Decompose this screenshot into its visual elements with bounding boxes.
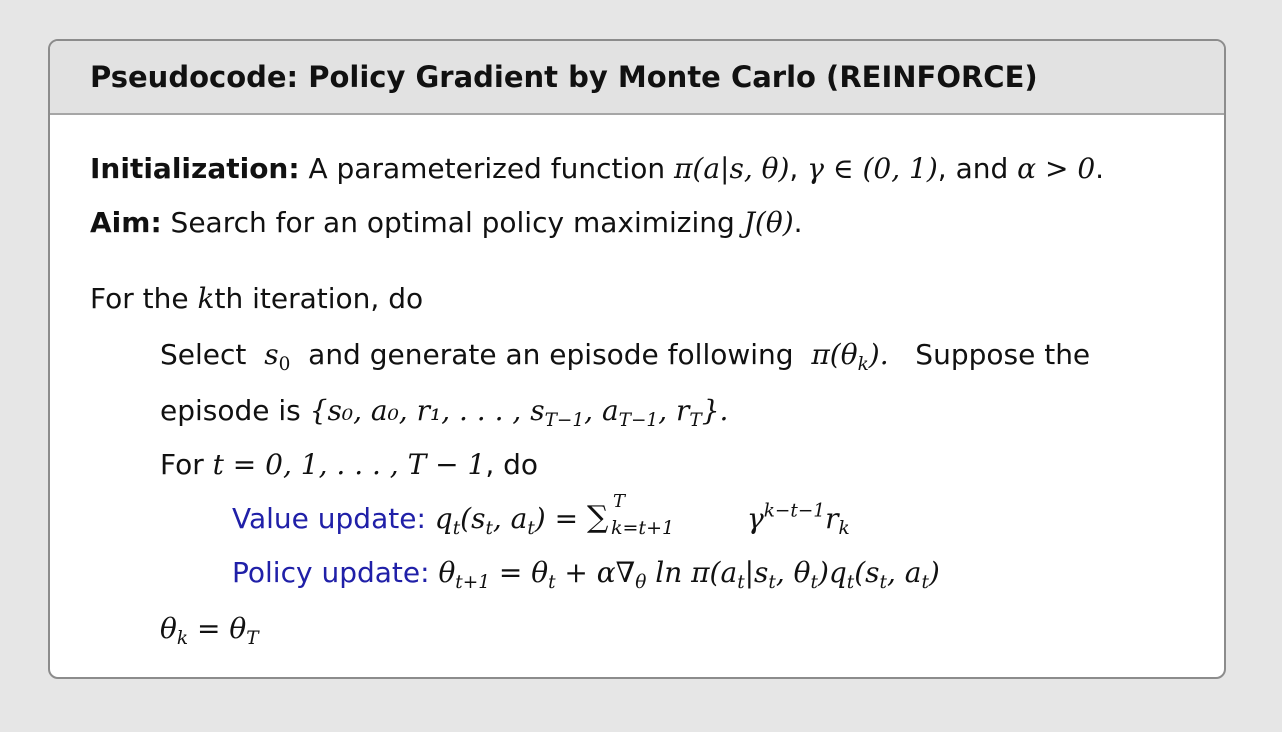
value-update-q: q <box>434 502 453 535</box>
policy-update-q-s: (s <box>854 556 880 589</box>
initialization-alpha: α > 0 <box>1017 152 1096 185</box>
initialization-end: . <box>1095 152 1105 185</box>
value-update-s-sub: t <box>485 517 493 539</box>
aim-end: . <box>793 206 803 239</box>
select-line <box>160 335 1190 375</box>
outer-loop-text: For the <box>90 282 189 315</box>
inner-loop-for: For <box>160 448 204 481</box>
policy-update-q-s-sub: t <box>879 571 887 593</box>
value-update-a: , a <box>492 502 528 535</box>
initialization-label: Initialization: <box>90 152 300 185</box>
value-update-q-sub: t <box>452 517 461 539</box>
value-update-a-sub: t <box>527 517 535 539</box>
final-theta2-sub: T <box>246 627 259 649</box>
value-update-gamma: γ <box>747 502 764 535</box>
policy-update-q-end: ) <box>928 556 940 589</box>
final-theta: θ <box>160 612 177 645</box>
policy-update-q-sub: t <box>846 571 855 593</box>
policy-update-q: )q <box>817 556 847 589</box>
episode-line <box>160 391 728 431</box>
value-update-r-sub: k <box>838 517 850 539</box>
pseudocode-block <box>48 39 1226 679</box>
value-update-s: (s <box>460 502 486 535</box>
policy-update-ln: ln π(a <box>655 556 738 589</box>
policy-update-comma-theta: , θ <box>775 556 811 589</box>
outer-loop-k: k <box>197 282 215 315</box>
select-text-3: Suppose the <box>915 338 1091 371</box>
inner-loop-line <box>160 445 538 485</box>
sum-upper: T <box>613 491 626 512</box>
policy-update-theta3-sub: t <box>810 571 818 593</box>
aim-line <box>90 203 803 243</box>
sum-sign: ∑ <box>587 500 609 535</box>
inner-loop-do: , do <box>485 448 539 481</box>
initialization-comma: , <box>789 152 799 185</box>
final-theta-sub: k <box>176 627 189 649</box>
policy-update-q-a: , a <box>886 556 922 589</box>
value-update-line <box>232 491 850 539</box>
policy-update-label: Policy update: <box>232 556 430 589</box>
inner-loop-range: t = 0, 1, . . . , T − 1 <box>212 448 486 481</box>
outer-loop-text-after: th iteration, do <box>214 282 424 315</box>
policy-update-a-sub: t <box>737 571 745 593</box>
policy-update-eq: = θ <box>498 556 549 589</box>
final-line <box>160 609 259 649</box>
policy-update-theta: θ <box>438 556 456 589</box>
value-update-gamma-exp: k−t−1 <box>763 500 826 522</box>
outer-loop-line <box>90 279 423 319</box>
policy-update-s-sub: t <box>768 571 776 593</box>
episode-end: }. <box>701 394 729 427</box>
value-update-sum <box>587 491 747 539</box>
value-update-r: r <box>825 502 839 535</box>
episode-a: , a <box>584 394 619 427</box>
value-update-label: Value update: <box>232 502 426 535</box>
episode-set: {s₀, a₀, r₁, . . . , s <box>309 394 545 427</box>
select-text-2: and generate an episode following <box>308 338 794 371</box>
value-update-eq: ) = <box>534 502 579 535</box>
policy-update-line <box>232 553 940 593</box>
episode-a-sub: T−1 <box>618 409 659 431</box>
episode-r-sub: T <box>689 409 702 431</box>
policy-update-nabla-sub: θ <box>635 571 647 593</box>
aim-label: Aim: <box>90 206 162 239</box>
block-title: Pseudocode: Policy Gradient by Monte Carlo (REINFORCE) <box>90 60 1038 94</box>
initialization-line <box>90 149 1104 189</box>
policy-update-bar: |s <box>744 556 769 589</box>
select-s: s <box>264 338 279 371</box>
episode-r: , r <box>658 394 690 427</box>
initialization-text: A parameterized function <box>308 152 666 185</box>
initialization-pi: π(a|s, θ) <box>674 152 790 185</box>
select-pi-sub: k <box>857 353 869 375</box>
initialization-gamma: γ ∈ (0, 1) <box>807 152 938 185</box>
policy-update-theta2-sub: t <box>548 571 556 593</box>
select-s-sub: 0 <box>278 353 291 375</box>
aim-text: Search for an optimal policy maximizing <box>170 206 735 239</box>
sum-lower: k=t+1 <box>611 517 675 539</box>
episode-text: episode is <box>160 394 301 427</box>
block-header <box>50 41 1224 115</box>
policy-update-theta-sub: t+1 <box>455 571 490 593</box>
final-eq: = θ <box>196 612 247 645</box>
policy-update-plus: + α∇ <box>564 556 636 589</box>
select-pi: π(θ <box>811 338 858 371</box>
select-text-1: Select <box>160 338 247 371</box>
initialization-and: , and <box>937 152 1009 185</box>
episode-s-sub: T−1 <box>544 409 585 431</box>
aim-objective: J(θ) <box>743 206 794 239</box>
select-pi-end: ). <box>868 338 889 371</box>
policy-update-q-a-sub: t <box>921 571 929 593</box>
